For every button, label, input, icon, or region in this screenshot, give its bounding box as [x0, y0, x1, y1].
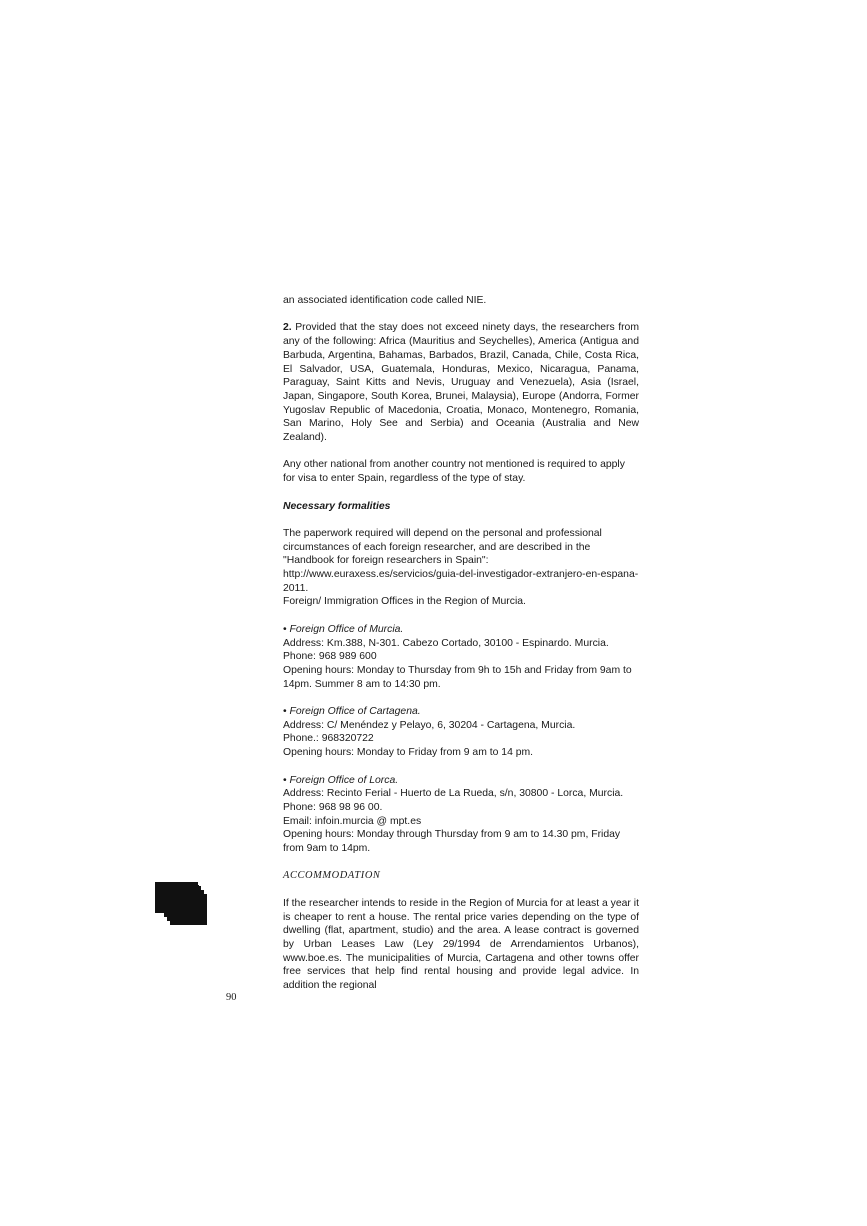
- accommodation-heading: ACCOMMODATION: [283, 870, 381, 882]
- office-murcia-hours: Opening hours: Monday to Thursday from 9h to 15h and Friday from 9am to 14pm. Summer 8 am to 14:30 pm.: [283, 664, 632, 690]
- office-cartagena-hours: Opening hours: Monday to Friday from 9 am to 14 pm.: [283, 747, 534, 759]
- office-cartagena-phone: Phone.: 968320722: [283, 733, 374, 745]
- office-lorca-email: Email: infoin.murcia @ mpt.es: [283, 815, 422, 827]
- intro-line: an associated identification code called NIE.: [283, 295, 487, 306]
- point-number: 2.: [283, 322, 292, 334]
- point-2-text: Provided that the stay does not exceed ninety days, the researchers from any of the following: Africa (Mauritius and Seychelles), America (Antigua and Barbuda, Argentina, Bahamas, Barbados, Brazil, Canada, Chile, Costa Rica, El Salvador, USA, Guatemala, Honduras, Mexico, Nicaragua, Panama, Paraguay, Saint Kitts and Nevis, Uruguay and Venezuela), Asia (Israel, Japan, Singapore, South Korea, Brunei, Malaysia), Europe (Andorra, Former Yugoslav Republic of Macedonia, Croatia, Monaco, Montenegro, Romania, San Marino, Holy See and Serbia) and Oceania (Australia and New Zealand).: [283, 322, 639, 444]
- office-murcia-address: Address: Km.388, N-301. Cabezo Cortado, 30100 - Espinardo. Murcia.: [283, 637, 609, 649]
- office-cartagena-address: Address: C/ Menéndez y Pelayo, 6, 30204 - Cartagena, Murcia.: [283, 719, 576, 731]
- bullet: •: [283, 623, 287, 635]
- bullet: •: [283, 774, 287, 786]
- page-body: [283, 294, 639, 993]
- accommodation-paragraph: If the researcher intends to reside in the Region of Murcia for at least a year it is cheaper to rent a house. The rental price varies depending on the type of dwelling (flat, apartment, studio) and the area. A lease contract is governed by Urban Leases Law (Ley 29/1994 de Arrendamientos Urbanos), www.boe.es. The municipalities of Murcia, Cartagena and other towns offer free services that help find rental housing and provide legal advice. In addition the regional: [283, 897, 639, 992]
- point-2-paragraph: [283, 321, 639, 444]
- office-lorca-phone: Phone: 968 98 96 00.: [283, 801, 383, 813]
- office-murcia-phone: Phone: 968 989 600: [283, 651, 377, 663]
- office-name: Foreign Office of Lorca.: [289, 774, 399, 786]
- formalities-heading: Necessary formalities: [283, 500, 391, 512]
- offices-intro: Foreign/ Immigration Offices in the Region of Murcia.: [283, 596, 526, 608]
- office-name: Foreign Office of Murcia.: [289, 623, 404, 635]
- bullet: •: [283, 706, 287, 717]
- office-cartagena-name: [283, 705, 639, 719]
- page-number: 90: [226, 992, 237, 1003]
- paperwork-paragraph: The paperwork required will depend on the personal and professional circumstances of each foreign researcher, and are described in the "Handbook for foreign researchers in Spain": http://www.euraxess.es/servicios/guia-del-investigador-extranjero-en-espana-2011.: [283, 527, 639, 594]
- office-lorca-address: Address: Recinto Ferial - Huerto de La Rueda, s/n, 30800 - Lorca, Murcia.: [283, 788, 624, 800]
- office-lorca-hours: Opening hours: Monday through Thursday from 9 am to 14.30 pm, Friday from 9am to 14pm.: [283, 829, 621, 855]
- office-lorca-name: [283, 774, 639, 788]
- office-murcia-name: [283, 623, 639, 637]
- other-national-paragraph: Any other national from another country not mentioned is required to apply for visa to enter Spain, regardless of the type of stay.: [283, 459, 625, 485]
- office-name: Foreign Office of Cartagena.: [289, 706, 421, 717]
- corner-tab-mark: [155, 882, 209, 926]
